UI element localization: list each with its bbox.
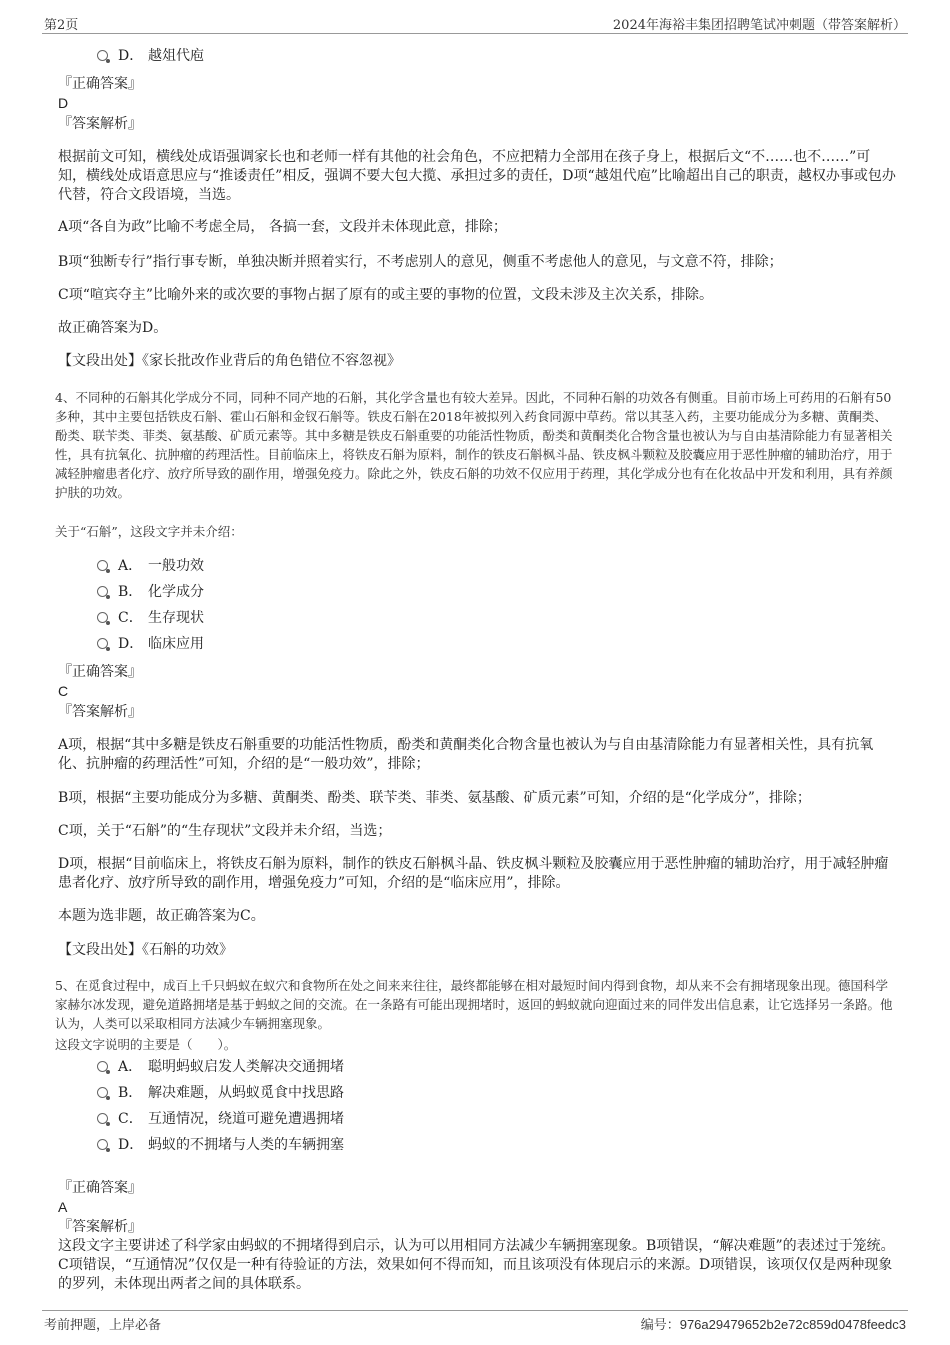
analysis-label: 『答案解析』 (58, 1219, 142, 1235)
answer-label: 『正确答案』 (58, 1180, 142, 1196)
radio-icon[interactable] (97, 586, 108, 597)
q3-option-d[interactable] (97, 46, 204, 66)
analysis-paragraph: 本题为选非题，故正确答案为C。 (58, 908, 265, 924)
answer-value: C (58, 683, 69, 699)
analysis-paragraph: C项“喧宾夺主”比喻外来的或次要的事物占据了原有的或主要的事物的位置，文段未涉及主次关系，排除。 (58, 287, 714, 303)
answer-value: A (58, 1199, 68, 1215)
question-prompt: 这段文字说明的主要是（ ）。 (55, 1037, 237, 1052)
option-letter: C． (118, 1111, 143, 1127)
q5-option-d[interactable] (97, 1135, 344, 1155)
radio-icon[interactable] (97, 1087, 108, 1098)
radio-icon[interactable] (97, 560, 108, 571)
analysis-paragraph: C项，关于“石斛”的“生存现状”文段并未介绍，当选； (58, 823, 392, 839)
analysis-label: 『答案解析』 (58, 116, 142, 132)
option-text: 解决难题，从蚂蚁觅食中找思路 (148, 1085, 344, 1101)
analysis-paragraph: A项“各自为政”比喻不考虑全局， 各搞一套，文段并未体现此意，排除； (58, 219, 507, 235)
radio-icon[interactable] (97, 50, 108, 61)
option-letter: A． (118, 1059, 143, 1075)
source-citation: 【文段出处】《家长批改作业背后的角色错位不容忽视》 (58, 353, 401, 369)
option-letter: D． (118, 636, 144, 652)
option-text: 越俎代庖 (148, 48, 204, 64)
option-letter: A． (118, 558, 143, 574)
page-number: 第2页 (44, 18, 79, 33)
option-text: 一般功效 (148, 558, 204, 574)
question-passage: 5、在觅食过程中，成百上千只蚂蚁在蚁穴和食物所在处之间来来往往，最终都能够在相对最短时间内得到食物，却从来不会有拥堵现象出现。德国科学家赫尔冰发现，避免道路拥堵是基于蚂蚁之间的交流。在一条路有可能出现拥堵时，返回的蚂蚁就向迎面过来的同伴发出信息素，让它选择另一条路。他认为，人类可以采取相同方法减少车辆拥塞现象。 (55, 978, 893, 1031)
option-text: 生存现状 (148, 610, 204, 626)
radio-icon[interactable] (97, 1139, 108, 1150)
analysis-paragraph: A项，根据“其中多糖是铁皮石斛重要的功能活性物质，酚类和黄酮类化合物含量也被认为与自由基清除能力有显著相关性，具有抗氧化、抗肿瘤的药理活性”可知，介绍的是“一般功效”，排除； (58, 737, 874, 772)
option-letter: B． (118, 584, 143, 600)
answer-label: 『正确答案』 (58, 76, 142, 92)
answer-label: 『正确答案』 (58, 664, 142, 680)
question-prompt: 关于“石斛”，这段文字并未介绍： (55, 524, 243, 539)
option-letter: B． (118, 1085, 143, 1101)
footer-slogan: 考前押题，上岸必备 (44, 1318, 162, 1333)
radio-icon[interactable] (97, 638, 108, 649)
analysis-paragraph: 根据前文可知，横线处成语强调家长也和老师一样有其他的社会角色，不应把精力全部用在孩子身上，根据后文“不……也不……”可知，横线处成语意思应与“推诿责任”相反，强调不要大包大揽、承担过多的责任，D项“越俎代庖”比喻超出自己的职责，越权办事或包办代替，符合文段语境，当选。 (58, 149, 896, 203)
document-code-label: 编号： (640, 1318, 680, 1333)
analysis-paragraph: 这段文字主要讲述了科学家由蚂蚁的不拥堵得到启示，认为可以用相同方法减少车辆拥塞现象。B项错误，“解决难题”的表述过于笼统。C项错误，“互通情况”仅仅是一种有待验证的方法，效果如何不得而知，而且该项没有体现启示的来源。D项错误，该项仅仅是两种现象的罗列，未体现出两者之间的具体联系。 (58, 1238, 895, 1292)
q4-option-b[interactable] (97, 582, 204, 602)
document-title: 2024年海裕丰集团招聘笔试冲刺题（带答案解析） (612, 18, 906, 33)
footer-divider (42, 1310, 908, 1311)
q4-option-a[interactable] (97, 556, 204, 576)
analysis-label: 『答案解析』 (58, 704, 142, 720)
option-letter: D． (118, 48, 144, 64)
radio-icon[interactable] (97, 1113, 108, 1124)
header-divider (42, 33, 908, 34)
radio-icon[interactable] (97, 612, 108, 623)
document-code-value: 976a29479652b2e72c859d0478feedc3 (679, 1317, 906, 1332)
q4-option-d[interactable] (97, 634, 204, 654)
option-text: 化学成分 (148, 584, 204, 600)
option-text: 临床应用 (148, 636, 204, 652)
option-text: 聪明蚂蚁启发人类解决交通拥堵 (148, 1059, 344, 1075)
source-citation: 【文段出处】《石斛的功效》 (58, 942, 233, 958)
q4-option-c[interactable] (97, 608, 204, 628)
q5-option-a[interactable] (97, 1057, 344, 1077)
answer-value: D (58, 95, 69, 111)
question-passage: 4、不同种的石斛其化学成分不同，同种不同产地的石斛，其化学含量也有较大差异。因此，不同种石斛的功效各有侧重。目前市场上可药用的石斛有50多种，其中主要包括铁皮石斛、霍山石斛和金钗石斛等。铁皮石斛在2018年被拟列入药食同源中草药。常以其茎入药，主要功能成分为多糖、黄酮类、酚类、联苄类、菲类、氨基酸、矿质元素等。其中多糖是铁皮石斛重要的功能活性物质，酚类和黄酮类化合物含量也被认为与自由基清除能力有显著相关性，具有抗氧化、抗肿瘤的药理活性。目前临床上，将铁皮石斛为原料，制作的铁皮石斛枫斗晶、铁皮枫斗颗粒及胶囊应用于恶性肿瘤的辅助治疗，用于减轻肿瘤患者化疗、放疗所导致的副作用，增强免疫力。除此之外，铁皮石斛的功效不仅应用于药理，其化学成分也有在化妆品中开发和利用，具有养颜护肤的功效。 (55, 390, 893, 500)
analysis-paragraph: B项“独断专行”指行事专断，单独决断并照着实行，不考虑别人的意见，侧重不考虑他人的意见，与文意不符，排除； (58, 254, 783, 270)
option-text: 蚂蚁的不拥堵与人类的车辆拥塞 (148, 1137, 344, 1153)
radio-icon[interactable] (97, 1061, 108, 1072)
q5-option-b[interactable] (97, 1083, 344, 1103)
option-text: 互通情况，绕道可避免遭遇拥堵 (148, 1111, 344, 1127)
option-letter: D． (118, 1137, 144, 1153)
option-letter: C． (118, 610, 143, 626)
analysis-paragraph: 故正确答案为D。 (58, 320, 168, 336)
analysis-paragraph: D项，根据“目前临床上，将铁皮石斛为原料，制作的铁皮石斛枫斗晶、铁皮枫斗颗粒及胶囊应用于恶性肿瘤的辅助治疗，用于减轻肿瘤患者化疗、放疗所导致的副作用，增强免疫力”可知，介绍的是“临床应用”，排除。 (58, 856, 889, 891)
document-code (641, 1314, 906, 1333)
analysis-paragraph: B项，根据“主要功能成分为多糖、黄酮类、酚类、联苄类、菲类、氨基酸、矿质元素”可知，介绍的是“化学成分”，排除； (58, 790, 811, 806)
q5-option-c[interactable] (97, 1109, 344, 1129)
